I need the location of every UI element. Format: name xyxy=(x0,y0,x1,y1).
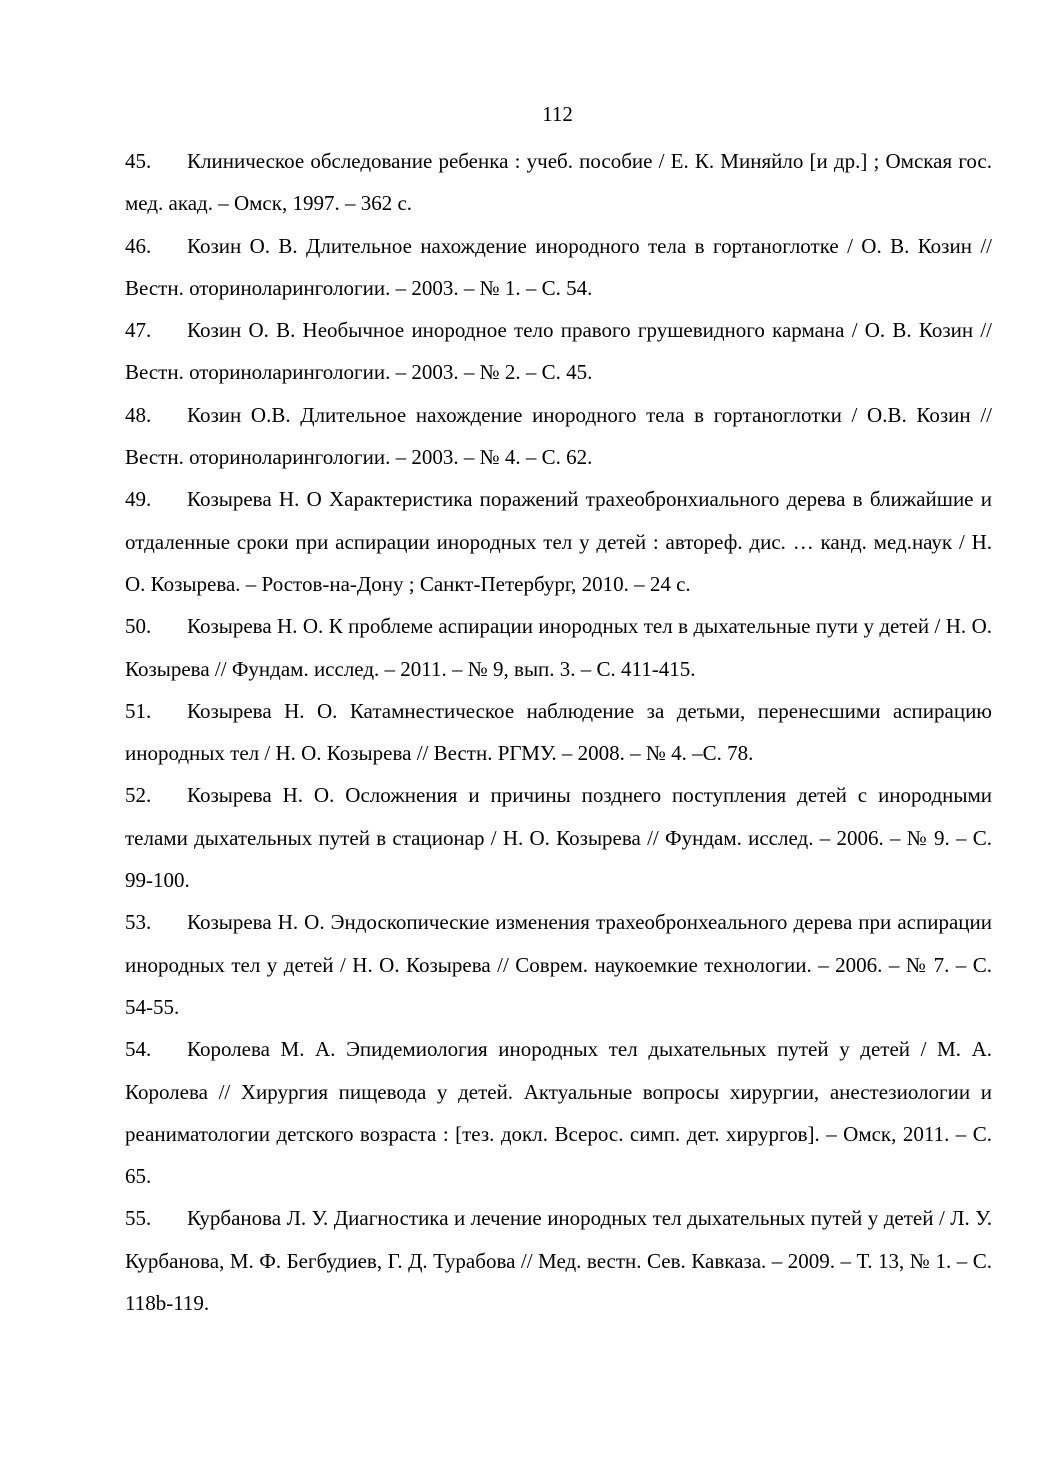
reference-entry-55 xyxy=(125,1197,992,1324)
reference-number: 50. xyxy=(125,614,152,639)
reference-text: Козырева Н. О. Осложнения и причины позднего поступления детей с инородными телами дыхательных путей в стационар / Н. О. Козырева // Фундам. исслед. – 2006. – № 9. – С. 99-100. xyxy=(125,783,992,893)
reference-number: 54. xyxy=(125,1037,152,1062)
reference-text: Клиническое обследование ребенка : учеб. пособие / Е. К. Миняйло [и др.] ; Омская гос. мед. акад. – Омск, 1997. – 362 с. xyxy=(125,149,992,216)
reference-number: 47. xyxy=(125,318,152,343)
reference-entry-54 xyxy=(125,1028,992,1197)
reference-entry-51 xyxy=(125,690,992,775)
reference-entry-46 xyxy=(125,225,992,310)
reference-number: 55. xyxy=(125,1206,152,1231)
reference-number: 46. xyxy=(125,233,152,258)
reference-text: Козин О. В. Длительное нахождение инородного тела в гортаноглотке / О. В. Козин // Вестн. оториноларингологии. – 2003. – № 1. – С. 54. xyxy=(125,233,992,300)
reference-text: Курбанова Л. У. Диагностика и лечение инородных тел дыхательных путей у детей / Л. У. Курбанова, М. Ф. Бегбудиев, Г. Д. Турабова // Мед. вестн. Сев. Кавказа. – 2009. – Т. 13, № 1. – С. 118b-119. xyxy=(125,1206,992,1316)
reference-text: Козырева Н. О. Катамнестическое наблюдение за детьми, перенесшими аспирацию инородных тел / Н. О. Козырева // Вестн. РГМУ. – 2008. – № 4. –С. 78. xyxy=(125,698,992,766)
reference-entry-49 xyxy=(125,478,992,605)
reference-number: 45. xyxy=(125,149,152,173)
reference-entry-53 xyxy=(125,901,992,1028)
reference-list xyxy=(125,140,992,1324)
reference-text: Козин О.В. Длительное нахождение инородного тела в гортаноглотки / О.В. Козин // Вестн. оториноларингологии. – 2003. – № 4. – С. 62. xyxy=(125,402,992,470)
reference-entry-47 xyxy=(125,309,992,394)
reference-number: 51. xyxy=(125,698,152,723)
reference-text: Козин О. В. Необычное инородное тело правого грушевидного кармана / О. В. Козин // Вестн. оториноларингологии. – 2003. – № 2. – С. 45. xyxy=(125,318,992,385)
reference-text: Козырева Н. О Характеристика поражений трахеобронхиального дерева в ближайшие и отдаленные сроки при аспирации инородных тел у детей : автореф. дис. … канд. мед.наук / Н. О. Козырева. – Ростов-на-Дону ; Санкт-Петербург, 2010. – 24 с. xyxy=(125,487,992,596)
reference-number: 48. xyxy=(125,402,152,427)
reference-text: Козырева Н. О. Эндоскопические изменения трахеобронхеального дерева при аспирации инородных тел у детей / Н. О. Козырева // Соврем. наукоемкие технологии. – 2006. – № 7. – С. 54-55. xyxy=(125,910,992,1019)
reference-number: 52. xyxy=(125,783,152,808)
reference-entry-52 xyxy=(125,774,992,901)
page-number: 112 xyxy=(542,102,573,126)
reference-entry-48 xyxy=(125,394,992,479)
reference-entry-45 xyxy=(125,140,992,225)
reference-text: Королева М. А. Эпидемиология инородных тел дыхательных путей у детей / М. А. Королева // Хирургия пищевода у детей. Актуальные вопросы хирургии, анестезиологии и реаниматологии детского возраста : [тез. докл. Всерос. симп. дет. хирургов]. – Омск, 2011. – С. 65. xyxy=(125,1037,992,1189)
reference-number: 53. xyxy=(125,910,152,935)
reference-text: Козырева Н. О. К проблеме аспирации инородных тел в дыхательные пути у детей / Н. О. Козырева // Фундам. исслед. – 2011. – № 9, вып. 3. – С. 411-415. xyxy=(125,614,992,681)
reference-number: 49. xyxy=(125,487,152,512)
reference-entry-50 xyxy=(125,605,992,690)
